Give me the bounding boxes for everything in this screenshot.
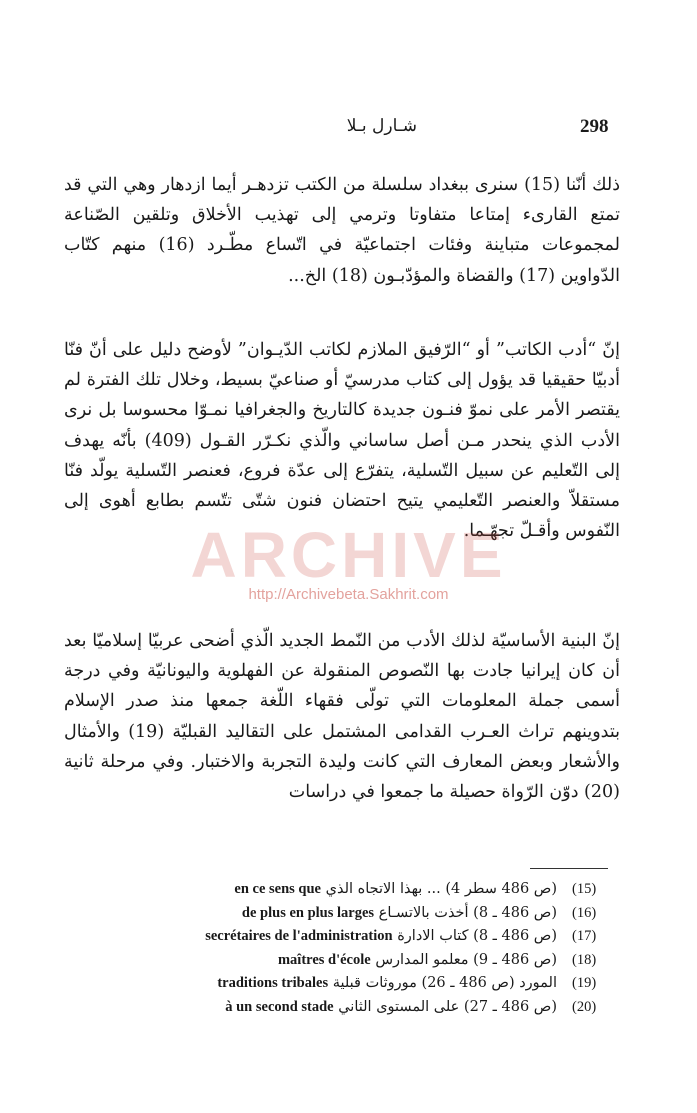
footnote-item (0, 949, 697, 973)
footnote-number: (16) (572, 904, 597, 921)
footnote-number: (17) (572, 928, 597, 945)
footnote-item (0, 996, 697, 1020)
watermark-logo: ARCHIVE (190, 519, 507, 591)
footnote-number: (20) (572, 998, 597, 1015)
footnotes (0, 878, 697, 1020)
footnote-text (278, 949, 557, 973)
footnote-number: (15) (572, 881, 597, 897)
footnote-french: en ce sens que (234, 881, 321, 897)
footnote-text (225, 996, 557, 1020)
footnote-arabic: (ص 486 ـ 27) على المستوى الثاني (338, 998, 557, 1015)
watermark-url: http://Archivebeta.Sakhrit.com (248, 586, 449, 603)
footnote-number: (19) (572, 975, 597, 992)
body-paragraph: إنّ “أدب الكاتب” أو “الرّفيق الملازم لكاتب الدّيـوان” لأوضح دليل على أنّ فنّا أدبيّا حقيقيا قد يؤول إلى كتاب مدرسيّ أو صناعيّ بسيط، وخلال تلك الفترة لم يقتصر الأمر على نموّ فنـون جديدة كالتاريخ والجغرافيا نمـوّا محسوسا بل نرى الأدب الذي ينحدر مـن أصل ساساني والّذي نكـرّر القـول (409) بأنّه يهدف إلى التّعليم عن سبيل التّسلية، يتفرّع إلى عدّة فروع، فعنصر التّسلية يولّد فنّا مستقلاّ والعنصر التّعليمي يتيح احتضان فنون شتّى تتّسم بطابع أهوى إلى النّفوس وأقـلّ تجهّـما. (64, 340, 620, 542)
footnote-text (217, 972, 557, 996)
footnote-arabic: المورد (ص 486 ـ 26) موروثات قبلية (332, 975, 557, 992)
footnote-item (0, 902, 697, 926)
footnote-french: à un second stade (225, 998, 334, 1015)
footnote-text (205, 925, 557, 949)
footnote-number: (18) (572, 951, 597, 968)
page-number: 298 (580, 116, 609, 137)
body-paragraph: ذلك أنّنا (15) سنرى ببغداد سلسلة من الكتب تزدهـر أيما ازدهار وهي التي قد تمتع القارىء إمتاعا متفاوتا وترمي إلى تهذيب الأخلاق وتلقين الصّناعة لمجموعات متباينة وفئات اجتماعيّة في اتّساع مطّـرد (16) منهم كتّاب الدّواوين (17) والقضاة والمؤدّبـون (18) الخ... (64, 175, 620, 286)
footnote-text (242, 902, 557, 926)
footnote-arabic: (ص 486 سطر 4) ... بهذا الاتجاه الذي (325, 881, 557, 897)
footnote-separator (530, 868, 608, 869)
footnote-french: secrétaires de l'administration (205, 928, 393, 945)
footnote-item (0, 972, 697, 996)
footnote-item (0, 925, 697, 949)
footnote-french: de plus en plus larges (241, 904, 375, 921)
footnote-arabic: (ص 486 ـ 8) أخذت بالاتسـاع (378, 904, 557, 921)
running-head: شـارل بـلا (346, 116, 417, 136)
body-paragraph: إنّ البنية الأساسيّة لذلك الأدب من النّمط الجديد الّذي أضحى عربيّا إسلاميّا بعد أن كان إيرانيا جادت بها النّصوص المنقولة عن الفهلوية واليونانيّة وفي درجة أسمى جملة المعلومات التي تولّى فقهاء اللّغة جمعها منذ صدر الإسلام بتدوينهم تراث العـرب القدامى المشتمل على التقاليد القبليّة (19) والأمثال والأشعار وبعض المعارف التي كانت وليدة التجربة والاختبار. وفي مرحلة ثانية (20) دوّن الرّواة حصيلة ما جمعوا في دراسات (64, 631, 620, 803)
footnote-text (234, 878, 557, 902)
footnote-item (0, 878, 697, 902)
footnote-arabic: (ص 486 ـ 8) كتاب الادارة (397, 928, 557, 945)
footnote-arabic: (ص 486 ـ 9) معلمو المدارس (375, 951, 557, 968)
footnote-french: maîtres d'école (277, 951, 371, 968)
footnote-french: traditions tribales (217, 975, 329, 992)
